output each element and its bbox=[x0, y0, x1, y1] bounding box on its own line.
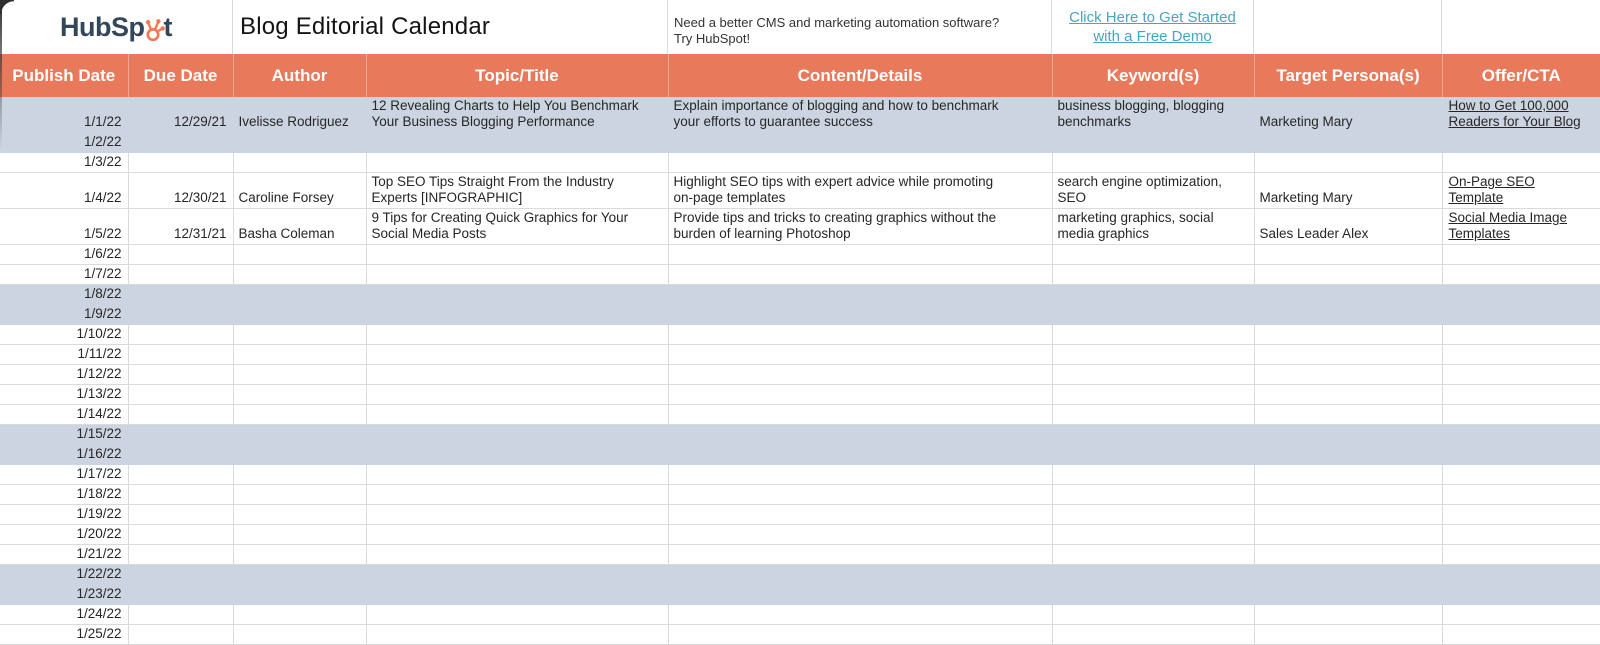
table-row bbox=[0, 345, 1600, 365]
topic-title-cell[interactable] bbox=[366, 325, 668, 345]
author-cell[interactable] bbox=[233, 305, 366, 325]
due-date-cell[interactable] bbox=[128, 625, 233, 645]
content-details-cell[interactable] bbox=[668, 405, 1052, 425]
author-cell[interactable] bbox=[233, 285, 366, 305]
topic-title-cell[interactable] bbox=[366, 465, 668, 485]
target-persona-cell[interactable]: Sales Leader Alex bbox=[1254, 209, 1442, 245]
hubspot-logo-text-suffix: t bbox=[163, 11, 172, 42]
topic-title-cell[interactable] bbox=[366, 585, 668, 605]
keywords-cell[interactable] bbox=[1052, 545, 1254, 565]
due-date-cell[interactable] bbox=[128, 405, 233, 425]
content-details-cell[interactable] bbox=[668, 385, 1052, 405]
table-row bbox=[0, 265, 1600, 285]
column-header-publish-date[interactable]: Publish Date bbox=[0, 54, 128, 97]
topic-title-cell[interactable] bbox=[366, 445, 668, 465]
table-row bbox=[0, 245, 1600, 265]
keywords-cell[interactable] bbox=[1052, 245, 1254, 265]
offer-cta-cell[interactable] bbox=[1442, 585, 1600, 605]
column-header-offer-cta[interactable]: Offer/CTA bbox=[1442, 54, 1600, 97]
topic-title-cell[interactable] bbox=[366, 625, 668, 645]
offer-cta-cell[interactable] bbox=[1442, 345, 1600, 365]
target-persona-cell[interactable] bbox=[1254, 305, 1442, 325]
offer-cta-cell[interactable] bbox=[1442, 173, 1600, 209]
table-row bbox=[0, 325, 1600, 345]
keywords-cell[interactable] bbox=[1052, 305, 1254, 325]
topic-title-cell[interactable] bbox=[366, 265, 668, 285]
due-date-cell[interactable] bbox=[128, 385, 233, 405]
due-date-cell[interactable] bbox=[128, 565, 233, 585]
publish-date-cell[interactable]: 1/11/22 bbox=[0, 345, 128, 365]
target-persona-cell[interactable]: Marketing Mary bbox=[1254, 97, 1442, 133]
due-date-cell[interactable]: 12/29/21 bbox=[128, 97, 233, 133]
table-row bbox=[0, 173, 1600, 209]
content-details-cell[interactable] bbox=[668, 505, 1052, 525]
column-header-due-date[interactable]: Due Date bbox=[128, 54, 233, 97]
column-header-keywords[interactable]: Keyword(s) bbox=[1052, 54, 1254, 97]
publish-date-cell[interactable]: 1/19/22 bbox=[0, 505, 128, 525]
publish-date-cell[interactable]: 1/1/22 bbox=[0, 97, 128, 133]
author-cell[interactable] bbox=[233, 585, 366, 605]
author-cell[interactable] bbox=[233, 345, 366, 365]
topic-title-cell[interactable] bbox=[366, 505, 668, 525]
content-details-cell[interactable] bbox=[668, 445, 1052, 465]
title-cell[interactable] bbox=[233, 0, 668, 54]
keywords-cell[interactable] bbox=[1052, 325, 1254, 345]
publish-date-cell[interactable]: 1/24/22 bbox=[0, 605, 128, 625]
table-row bbox=[0, 97, 1600, 133]
table-row bbox=[0, 365, 1600, 385]
target-persona-cell[interactable] bbox=[1254, 133, 1442, 153]
author-cell[interactable] bbox=[233, 325, 366, 345]
keywords-cell[interactable] bbox=[1052, 605, 1254, 625]
promo-cell[interactable] bbox=[668, 0, 1052, 54]
topic-title-cell[interactable] bbox=[366, 525, 668, 545]
target-persona-cell[interactable] bbox=[1254, 485, 1442, 505]
promo-line-1: Need a better CMS and marketing automation software? bbox=[674, 15, 1000, 30]
keywords-cell[interactable]: marketing graphics, social media graphics bbox=[1052, 209, 1254, 245]
keywords-cell[interactable] bbox=[1052, 465, 1254, 485]
offer-cta-cell[interactable] bbox=[1442, 565, 1600, 585]
topic-title-cell[interactable] bbox=[366, 545, 668, 565]
publish-date-cell[interactable]: 1/4/22 bbox=[0, 173, 128, 209]
target-persona-cell[interactable] bbox=[1254, 445, 1442, 465]
author-cell[interactable] bbox=[233, 465, 366, 485]
author-cell[interactable] bbox=[233, 625, 366, 645]
author-cell[interactable] bbox=[233, 605, 366, 625]
offer-cta-cell[interactable] bbox=[1442, 425, 1600, 445]
hubspot-logo bbox=[60, 12, 172, 43]
offer-cta-cell[interactable] bbox=[1442, 385, 1600, 405]
table-row bbox=[0, 625, 1600, 645]
content-details-cell[interactable]: Provide tips and tricks to creating graphics without the burden of learning Photoshop bbox=[668, 209, 1052, 245]
content-details-cell[interactable] bbox=[668, 325, 1052, 345]
due-date-cell[interactable] bbox=[128, 485, 233, 505]
topic-title-cell[interactable] bbox=[366, 345, 668, 365]
publish-date-cell[interactable]: 1/2/22 bbox=[0, 133, 128, 153]
calendar-table-body bbox=[0, 97, 1600, 645]
content-details-cell[interactable] bbox=[668, 525, 1052, 545]
content-details-cell[interactable] bbox=[668, 365, 1052, 385]
content-details-cell[interactable] bbox=[668, 153, 1052, 173]
due-date-cell[interactable] bbox=[128, 305, 233, 325]
calendar-table-header bbox=[0, 54, 1600, 97]
table-row bbox=[0, 305, 1600, 325]
content-details-cell[interactable] bbox=[668, 485, 1052, 505]
author-cell[interactable] bbox=[233, 525, 366, 545]
publish-date-cell[interactable]: 1/6/22 bbox=[0, 245, 128, 265]
keywords-cell[interactable]: search engine optimization, SEO bbox=[1052, 173, 1254, 209]
offer-cta-cell[interactable] bbox=[1442, 525, 1600, 545]
target-persona-cell[interactable] bbox=[1254, 625, 1442, 645]
due-date-cell[interactable] bbox=[128, 445, 233, 465]
author-cell[interactable] bbox=[233, 505, 366, 525]
topic-title-cell[interactable] bbox=[366, 485, 668, 505]
topic-title-cell[interactable] bbox=[366, 245, 668, 265]
target-persona-cell[interactable] bbox=[1254, 545, 1442, 565]
due-date-cell[interactable]: 12/31/21 bbox=[128, 209, 233, 245]
keywords-cell[interactable] bbox=[1052, 365, 1254, 385]
keywords-cell[interactable] bbox=[1052, 345, 1254, 365]
author-cell[interactable] bbox=[233, 445, 366, 465]
target-persona-cell[interactable] bbox=[1254, 265, 1442, 285]
keywords-cell[interactable] bbox=[1052, 445, 1254, 465]
target-persona-cell[interactable] bbox=[1254, 345, 1442, 365]
target-persona-cell[interactable] bbox=[1254, 153, 1442, 173]
target-persona-cell[interactable] bbox=[1254, 505, 1442, 525]
offer-cta-cell[interactable] bbox=[1442, 545, 1600, 565]
table-row bbox=[0, 285, 1600, 305]
offer-cta-cell[interactable] bbox=[1442, 445, 1600, 465]
offer-cta-cell[interactable] bbox=[1442, 97, 1600, 133]
target-persona-cell[interactable] bbox=[1254, 605, 1442, 625]
hubspot-sprocket-icon bbox=[144, 18, 165, 43]
keywords-cell[interactable] bbox=[1052, 505, 1254, 525]
keywords-cell[interactable] bbox=[1052, 585, 1254, 605]
keywords-cell[interactable]: business blogging, blogging benchmarks bbox=[1052, 97, 1254, 133]
due-date-cell[interactable] bbox=[128, 245, 233, 265]
content-details-cell[interactable] bbox=[668, 465, 1052, 485]
due-date-cell[interactable] bbox=[128, 545, 233, 565]
content-details-cell[interactable] bbox=[668, 265, 1052, 285]
target-persona-cell[interactable] bbox=[1254, 525, 1442, 545]
offer-cta-cell[interactable] bbox=[1442, 265, 1600, 285]
target-persona-cell[interactable] bbox=[1254, 465, 1442, 485]
content-details-cell[interactable] bbox=[668, 605, 1052, 625]
keywords-cell[interactable] bbox=[1052, 485, 1254, 505]
target-persona-cell[interactable] bbox=[1254, 285, 1442, 305]
topic-title-cell[interactable] bbox=[366, 405, 668, 425]
table-row bbox=[0, 425, 1600, 445]
hubspot-logo-text-prefix: HubSp bbox=[60, 11, 145, 42]
author-cell[interactable] bbox=[233, 385, 366, 405]
content-details-cell[interactable] bbox=[668, 305, 1052, 325]
topic-title-cell[interactable] bbox=[366, 605, 668, 625]
topic-title-cell[interactable] bbox=[366, 425, 668, 445]
offer-cta-cell[interactable] bbox=[1442, 405, 1600, 425]
top-band bbox=[0, 0, 1600, 54]
keywords-cell[interactable] bbox=[1052, 153, 1254, 173]
table-row bbox=[0, 525, 1600, 545]
publish-date-cell[interactable]: 1/12/22 bbox=[0, 365, 128, 385]
table-row bbox=[0, 605, 1600, 625]
table-row bbox=[0, 385, 1600, 405]
publish-date-cell[interactable]: 1/16/22 bbox=[0, 445, 128, 465]
offer-cta-cell[interactable] bbox=[1442, 625, 1600, 645]
offer-cta-cell[interactable] bbox=[1442, 209, 1600, 245]
due-date-cell[interactable] bbox=[128, 505, 233, 525]
table-row bbox=[0, 505, 1600, 525]
table-row bbox=[0, 445, 1600, 465]
publish-date-cell[interactable]: 1/14/22 bbox=[0, 405, 128, 425]
due-date-cell[interactable] bbox=[128, 265, 233, 285]
content-details-cell[interactable] bbox=[668, 565, 1052, 585]
due-date-cell[interactable] bbox=[128, 605, 233, 625]
target-persona-cell[interactable] bbox=[1254, 585, 1442, 605]
table-row bbox=[0, 465, 1600, 485]
offer-cta-link[interactable]: On-Page SEO Template bbox=[1448, 174, 1535, 205]
due-date-cell[interactable] bbox=[128, 585, 233, 605]
due-date-cell[interactable] bbox=[128, 465, 233, 485]
author-cell[interactable] bbox=[233, 405, 366, 425]
target-persona-cell[interactable] bbox=[1254, 425, 1442, 445]
author-cell[interactable]: Basha Coleman bbox=[233, 209, 366, 245]
editorial-calendar-table bbox=[0, 54, 1600, 645]
keywords-cell[interactable] bbox=[1052, 285, 1254, 305]
keywords-cell[interactable] bbox=[1052, 525, 1254, 545]
offer-cta-link[interactable]: How to Get 100,000 Readers for Your Blog bbox=[1448, 98, 1581, 129]
author-cell[interactable] bbox=[233, 265, 366, 285]
author-cell[interactable] bbox=[233, 425, 366, 445]
topic-title-cell[interactable] bbox=[366, 565, 668, 585]
page-title: Blog Editorial Calendar bbox=[240, 13, 491, 40]
content-details-cell[interactable] bbox=[668, 345, 1052, 365]
keywords-cell[interactable] bbox=[1052, 425, 1254, 445]
publish-date-cell[interactable]: 1/21/22 bbox=[0, 545, 128, 565]
publish-date-cell[interactable]: 1/22/22 bbox=[0, 565, 128, 585]
content-details-cell[interactable] bbox=[668, 585, 1052, 605]
offer-cta-link[interactable]: Social Media Image Templates bbox=[1448, 210, 1568, 241]
content-details-cell[interactable]: Explain importance of blogging and how to benchmark your efforts to guarantee success bbox=[668, 97, 1052, 133]
topic-title-cell[interactable] bbox=[366, 285, 668, 305]
offer-cta-cell[interactable] bbox=[1442, 245, 1600, 265]
top-band-empty-cell-2[interactable] bbox=[1442, 0, 1600, 54]
content-details-cell[interactable] bbox=[668, 545, 1052, 565]
offer-cta-cell[interactable] bbox=[1442, 153, 1600, 173]
column-header-content-details[interactable]: Content/Details bbox=[668, 54, 1052, 97]
keywords-cell[interactable] bbox=[1052, 265, 1254, 285]
content-details-cell[interactable]: Highlight SEO tips with expert advice while promoting on-page templates bbox=[668, 173, 1052, 209]
table-row bbox=[0, 545, 1600, 565]
author-cell[interactable] bbox=[233, 245, 366, 265]
column-header-topic-title[interactable]: Topic/Title bbox=[366, 54, 668, 97]
target-persona-cell[interactable] bbox=[1254, 385, 1442, 405]
table-row bbox=[0, 209, 1600, 245]
promo-line-2: Try HubSpot! bbox=[674, 31, 751, 46]
publish-date-cell[interactable]: 1/23/22 bbox=[0, 585, 128, 605]
offer-cta-cell[interactable] bbox=[1442, 505, 1600, 525]
publish-date-cell[interactable]: 1/15/22 bbox=[0, 425, 128, 445]
top-band-empty-cell-1[interactable] bbox=[1254, 0, 1442, 54]
table-row bbox=[0, 585, 1600, 605]
table-row bbox=[0, 485, 1600, 505]
target-persona-cell[interactable] bbox=[1254, 365, 1442, 385]
offer-cta-cell[interactable] bbox=[1442, 285, 1600, 305]
publish-date-cell[interactable]: 1/20/22 bbox=[0, 525, 128, 545]
content-details-cell[interactable] bbox=[668, 133, 1052, 153]
offer-cta-cell[interactable] bbox=[1442, 485, 1600, 505]
topic-title-cell[interactable] bbox=[366, 365, 668, 385]
topic-title-cell[interactable] bbox=[366, 133, 668, 153]
demo-link-cell bbox=[1052, 0, 1254, 54]
column-header-author[interactable]: Author bbox=[233, 54, 366, 97]
keywords-cell[interactable] bbox=[1052, 625, 1254, 645]
due-date-cell[interactable] bbox=[128, 325, 233, 345]
column-header-target-personas[interactable]: Target Persona(s) bbox=[1254, 54, 1442, 97]
offer-cta-cell[interactable] bbox=[1442, 365, 1600, 385]
topic-title-cell[interactable]: Top SEO Tips Straight From the Industry Experts [INFOGRAPHIC] bbox=[366, 173, 668, 209]
content-details-cell[interactable] bbox=[668, 285, 1052, 305]
offer-cta-cell[interactable] bbox=[1442, 465, 1600, 485]
publish-date-cell[interactable]: 1/25/22 bbox=[0, 625, 128, 645]
author-cell[interactable] bbox=[233, 545, 366, 565]
target-persona-cell[interactable] bbox=[1254, 565, 1442, 585]
publish-date-cell[interactable]: 1/13/22 bbox=[0, 385, 128, 405]
table-row bbox=[0, 153, 1600, 173]
target-persona-cell[interactable] bbox=[1254, 405, 1442, 425]
author-cell[interactable] bbox=[233, 133, 366, 153]
keywords-cell[interactable] bbox=[1052, 385, 1254, 405]
target-persona-cell[interactable]: Marketing Mary bbox=[1254, 173, 1442, 209]
offer-cta-cell[interactable] bbox=[1442, 325, 1600, 345]
author-cell[interactable] bbox=[233, 153, 366, 173]
due-date-cell[interactable] bbox=[128, 525, 233, 545]
due-date-cell[interactable] bbox=[128, 153, 233, 173]
keywords-cell[interactable] bbox=[1052, 405, 1254, 425]
offer-cta-cell[interactable] bbox=[1442, 305, 1600, 325]
table-row bbox=[0, 565, 1600, 585]
publish-date-cell[interactable]: 1/5/22 bbox=[0, 209, 128, 245]
offer-cta-cell[interactable] bbox=[1442, 605, 1600, 625]
target-persona-cell[interactable] bbox=[1254, 325, 1442, 345]
publish-date-cell[interactable]: 1/8/22 bbox=[0, 285, 128, 305]
table-row bbox=[0, 405, 1600, 425]
publish-date-cell[interactable]: 1/17/22 bbox=[0, 465, 128, 485]
table-row bbox=[0, 133, 1600, 153]
publish-date-cell[interactable]: 1/10/22 bbox=[0, 325, 128, 345]
publish-date-cell[interactable]: 1/7/22 bbox=[0, 265, 128, 285]
topic-title-cell[interactable] bbox=[366, 385, 668, 405]
logo-cell[interactable] bbox=[0, 0, 233, 54]
content-details-cell[interactable] bbox=[668, 245, 1052, 265]
keywords-cell[interactable] bbox=[1052, 133, 1254, 153]
topic-title-cell[interactable]: 12 Revealing Charts to Help You Benchmark Your Business Blogging Performance bbox=[366, 97, 668, 133]
topic-title-cell[interactable] bbox=[366, 153, 668, 173]
content-details-cell[interactable] bbox=[668, 425, 1052, 445]
author-cell[interactable] bbox=[233, 485, 366, 505]
due-date-cell[interactable]: 12/30/21 bbox=[128, 173, 233, 209]
author-cell[interactable]: Ivelisse Rodriguez bbox=[233, 97, 366, 133]
topic-title-cell[interactable]: 9 Tips for Creating Quick Graphics for Your Social Media Posts bbox=[366, 209, 668, 245]
keywords-cell[interactable] bbox=[1052, 565, 1254, 585]
due-date-cell[interactable] bbox=[128, 365, 233, 385]
due-date-cell[interactable] bbox=[128, 425, 233, 445]
offer-cta-cell[interactable] bbox=[1442, 133, 1600, 153]
content-details-cell[interactable] bbox=[668, 625, 1052, 645]
author-cell[interactable] bbox=[233, 365, 366, 385]
header-row bbox=[0, 54, 1600, 97]
author-cell[interactable]: Caroline Forsey bbox=[233, 173, 366, 209]
publish-date-cell[interactable]: 1/18/22 bbox=[0, 485, 128, 505]
due-date-cell[interactable] bbox=[128, 285, 233, 305]
author-cell[interactable] bbox=[233, 565, 366, 585]
due-date-cell[interactable] bbox=[128, 133, 233, 153]
free-demo-link[interactable]: Click Here to Get Started with a Free Demo bbox=[1069, 9, 1236, 45]
publish-date-cell[interactable]: 1/3/22 bbox=[0, 153, 128, 173]
publish-date-cell[interactable]: 1/9/22 bbox=[0, 305, 128, 325]
topic-title-cell[interactable] bbox=[366, 305, 668, 325]
due-date-cell[interactable] bbox=[128, 345, 233, 365]
target-persona-cell[interactable] bbox=[1254, 245, 1442, 265]
